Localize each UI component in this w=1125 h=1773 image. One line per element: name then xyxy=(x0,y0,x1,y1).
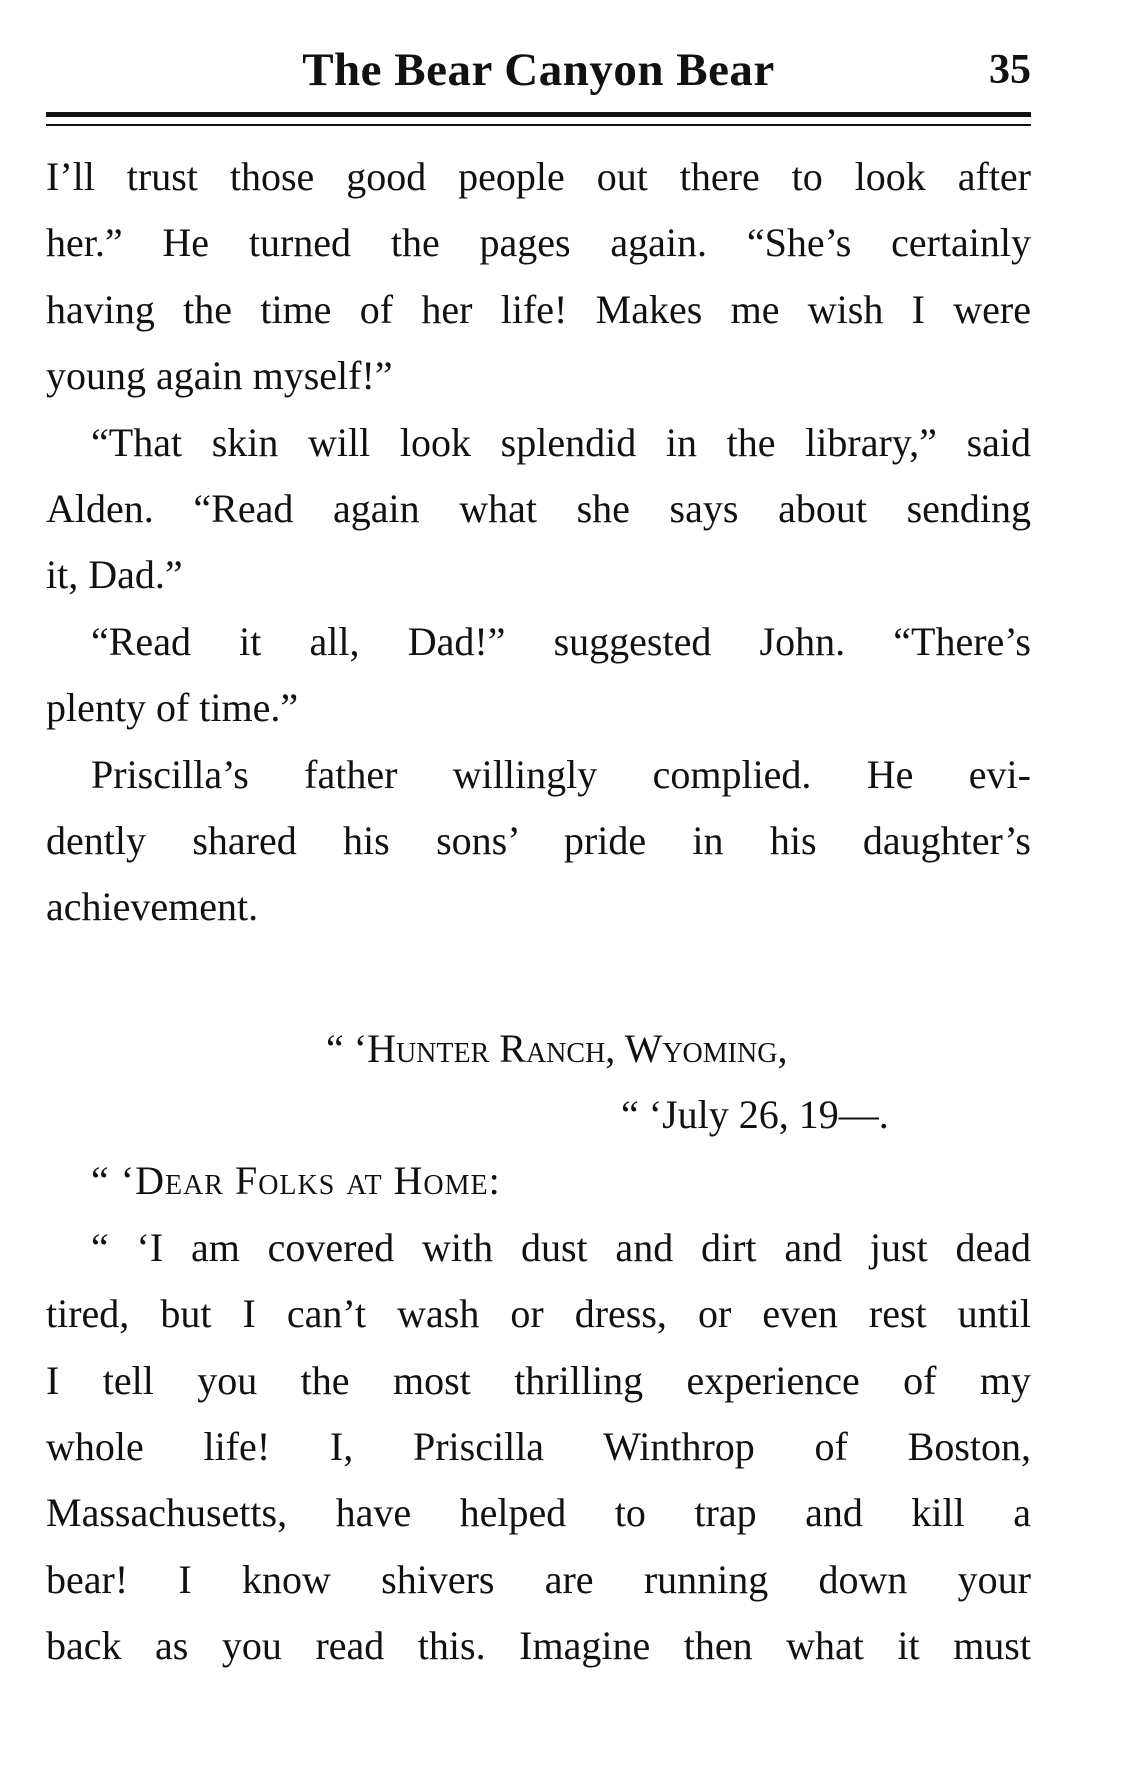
text-line: dently shared his sons’ pride in his daughter’s xyxy=(46,817,1031,863)
text-line: young again myself!” xyxy=(46,353,393,399)
text-line: having the time of her life! Makes me wish I were xyxy=(46,286,1031,332)
header-rule-thick xyxy=(46,112,1031,117)
letter-date: “ ‘July 26, 19—. xyxy=(621,1092,889,1138)
text-line: Alden. “Read again what she says about sending xyxy=(46,485,1031,531)
letter-place: “ ‘Hunter Ranch, Wyoming, xyxy=(326,1025,788,1071)
running-head xyxy=(46,40,1031,100)
section-gap xyxy=(46,941,1031,1016)
text-line: “That skin will look splendid in the library,” said xyxy=(91,419,1031,465)
header-rule-thin xyxy=(46,124,1031,126)
text-line: tired, but I can’t wash or dress, or even rest until xyxy=(46,1291,1031,1337)
text-line: “Read it all, Dad!” suggested John. “There’s xyxy=(91,618,1031,664)
text-line: “ ‘I am covered with dust and dirt and just dead xyxy=(91,1224,1031,1270)
text-line: achievement. xyxy=(46,884,259,930)
text-line: it, Dad.” xyxy=(46,552,183,598)
text-line: Priscilla’s father willingly complied. He evi- xyxy=(91,751,1031,797)
letter-salutation: “ ‘Dear Folks at Home: xyxy=(91,1158,501,1204)
text-line: her.” He turned the pages again. “She’s certainly xyxy=(46,220,1031,266)
body-text xyxy=(46,144,1031,1680)
text-line: Massachusetts, have helped to trap and kill a xyxy=(46,1490,1031,1536)
text-line: plenty of time.” xyxy=(46,685,299,731)
text-line: back as you read this. Imagine then what it must xyxy=(46,1623,1031,1669)
text-line: I tell you the most thrilling experience of my xyxy=(46,1357,1031,1403)
text-line: whole life! I, Priscilla Winthrop of Boston, xyxy=(46,1424,1031,1470)
text-line: bear! I know shivers are running down your xyxy=(46,1556,1031,1602)
running-title: The Bear Canyon Bear xyxy=(302,44,775,96)
page-number: 35 xyxy=(989,47,1031,93)
text-line: I’ll trust those good people out there to look after xyxy=(46,154,1031,199)
